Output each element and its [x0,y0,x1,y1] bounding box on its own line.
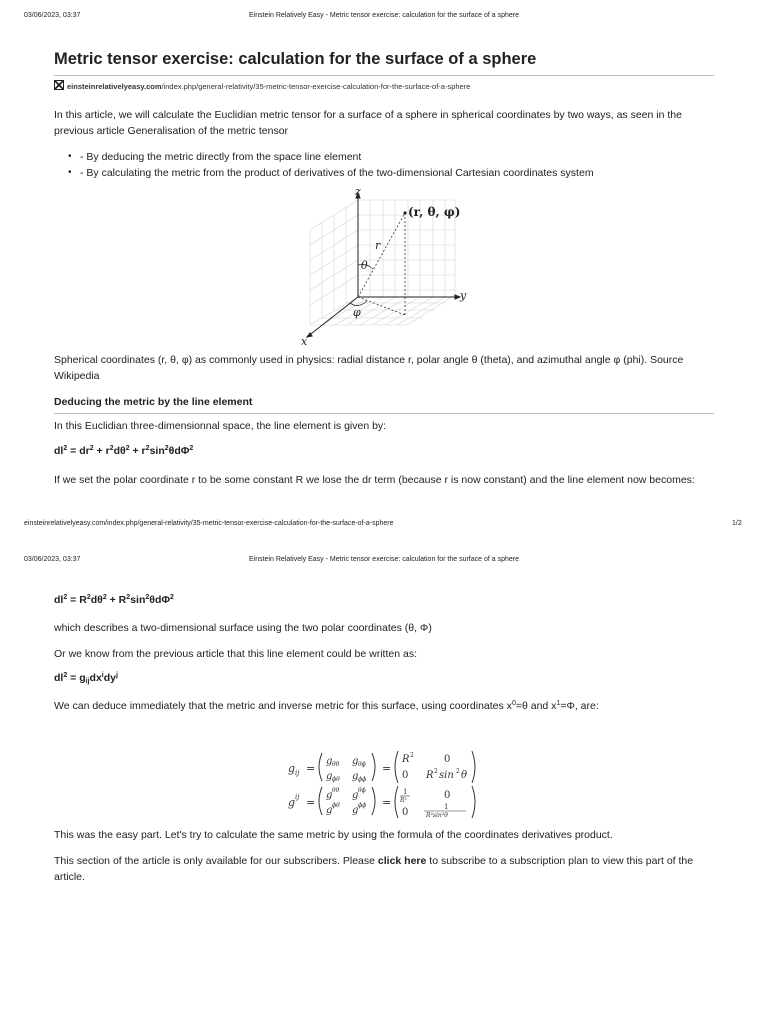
list-item: • - By deducing the metric directly from the space line element [54,149,714,165]
svg-text:θθ: θθ [332,787,340,794]
svg-text:1: 1 [403,788,408,796]
svg-text:ϕθ: ϕθ [332,776,340,783]
svg-text:g: g [326,771,333,782]
previous-article-paragraph: Or we know from the previous article that this line element could be written as: [54,648,417,660]
y-label: y [460,289,467,302]
svg-text:g: g [352,756,359,767]
click-here-link[interactable]: click here [377,855,427,867]
point-label: (r, θ, φ) [408,205,461,219]
svg-text:R²: R² [400,797,407,804]
page-title: Metric tensor exercise: calculation for the surface of a sphere [54,50,537,68]
equation-line-element-3d: $dl^2 = dr^2 + r^2d\theta^2 + r^2\sin^2\theta d\Phi^2$ [54,445,194,457]
radius-line [358,213,405,297]
figure-labels [301,185,467,348]
svg-text:g: g [352,771,359,782]
svg-text:2: 2 [410,752,414,759]
svg-text:2: 2 [434,768,438,775]
svg-text:θ: θ [461,770,468,781]
intro-paragraph: In this article, we will calculate the Euclidian metric tensor for a surface of a sphere in spherical coordinates by two ways, as seen in the previous article Generalisation of the metric tensor [54,109,682,137]
r-label: r [375,239,381,252]
svg-text:g: g [326,790,333,801]
svg-text:ij: ij [295,793,300,801]
svg-text:g: g [352,805,359,816]
svg-text:R²sin²θ: R²sin²θ [426,812,448,819]
inverse-metric-row [288,786,475,819]
list-item: • - By calculating the metric from the product of derivatives of the two-dimensional Cartesian coordinates system [54,165,714,181]
svg-text:g: g [288,796,296,809]
metric-matrices-svg [286,746,486,822]
svg-text:g: g [326,756,333,767]
line-element-intro: In this Euclidian three-dimensionnal space, the line element is given by: [54,420,387,432]
spherical-diagram [295,185,475,350]
svg-text:0: 0 [402,770,409,781]
svg-text:=: = [306,762,316,775]
print-header-datetime: 03/06/2023, 03:37 [24,12,81,19]
svg-text:=: = [306,796,316,809]
print-footer-url: einsteinrelativelyeasy.com/index.php/general-relativity/35-metric-tensor-exercise-calculation-for-the-surface-of-a-sphere [24,520,394,527]
figure-caption: Spherical coordinates (r, θ, φ) as commonly used in physics: radial distance r, polar angle θ (theta), and azimuthal angle φ (phi). Source Wikipedia [54,354,684,382]
print-header-datetime-2: 03/06/2023, 03:37 [24,556,81,563]
print-header-title: Einstein Relatively Easy - Metric tensor exercise: calculation for the surface of a sphere [248,12,519,19]
x-label: x [301,335,308,348]
source-line [54,80,470,92]
svg-text:0: 0 [444,790,451,801]
metric-row [288,751,475,783]
z-label: z [355,185,361,198]
theta-label: θ [361,259,368,272]
svg-text:g: g [352,790,359,801]
svg-text:R: R [402,754,410,765]
point-marker [403,211,406,214]
polar-paragraph: If we set the polar coordinate r to be some constant R we lose the dr term (because r is now constant) and the line element now becomes: [54,474,695,486]
svg-text:ϕθ: ϕθ [332,802,340,809]
deduce-paragraph: We can deduce immediately that the metric and inverse metric for this surface, using coordinates $x^0=\theta$ and $x^1=\Phi$, are: [54,700,599,712]
title-rule [54,75,714,76]
describes-paragraph: which describes a two-dimensional surface using the two polar coordinates (θ, Φ) [54,622,432,634]
svg-text:sin: sin [439,770,454,781]
section-rule [54,413,714,414]
svg-text:=: = [382,762,392,775]
svg-text:g: g [326,805,333,816]
svg-text:θϕ: θϕ [358,787,366,794]
svg-text:ϕϕ: ϕϕ [358,776,367,783]
phi-label: φ [353,306,361,319]
method-list [54,149,714,181]
print-header-title-2: Einstein Relatively Easy - Metric tensor exercise: calculation for the surface of a sphere [248,556,519,563]
spherical-coordinates-figure [295,185,475,350]
svg-text:θθ: θθ [332,761,340,768]
equation-general-line-element: $dl^2 = g_{ij}dx^idy^j$ [54,672,118,685]
svg-text:ϕϕ: ϕϕ [358,802,367,809]
svg-text:1: 1 [444,803,449,811]
section-heading: Deducing the metric by the line element [54,396,253,408]
equation-sphere-line-element: $dl^2 = R^2d\theta^2 + R^2\sin^2\theta d\Phi^2$ [54,594,174,606]
easy-part-paragraph: This was the easy part. Let's try to calculate the same metric by using the formula of the coordinates derivatives product. [54,829,613,841]
svg-text:R: R [426,770,434,781]
svg-text:=: = [382,796,392,809]
svg-text:g: g [288,762,296,775]
source-link[interactable]: einsteinrelativelyeasy.com/index.php/general-relativity/35-metric-tensor-exercise-calculation-for-the-surface-of-a-sphere [67,81,471,91]
subscription-paragraph: This section of the article is only available for our subscribers. Please click here to subscribe to a subscription plan to view this part of the article. [54,855,694,883]
svg-text:2: 2 [456,768,460,775]
svg-text:ij: ij [295,769,300,777]
svg-text:θϕ: θϕ [358,761,366,768]
print-footer-page: 1/2 [732,520,742,527]
site-favicon-icon [54,80,64,92]
metric-matrices [286,746,486,822]
svg-text:0: 0 [402,807,409,818]
svg-text:0: 0 [444,754,451,765]
